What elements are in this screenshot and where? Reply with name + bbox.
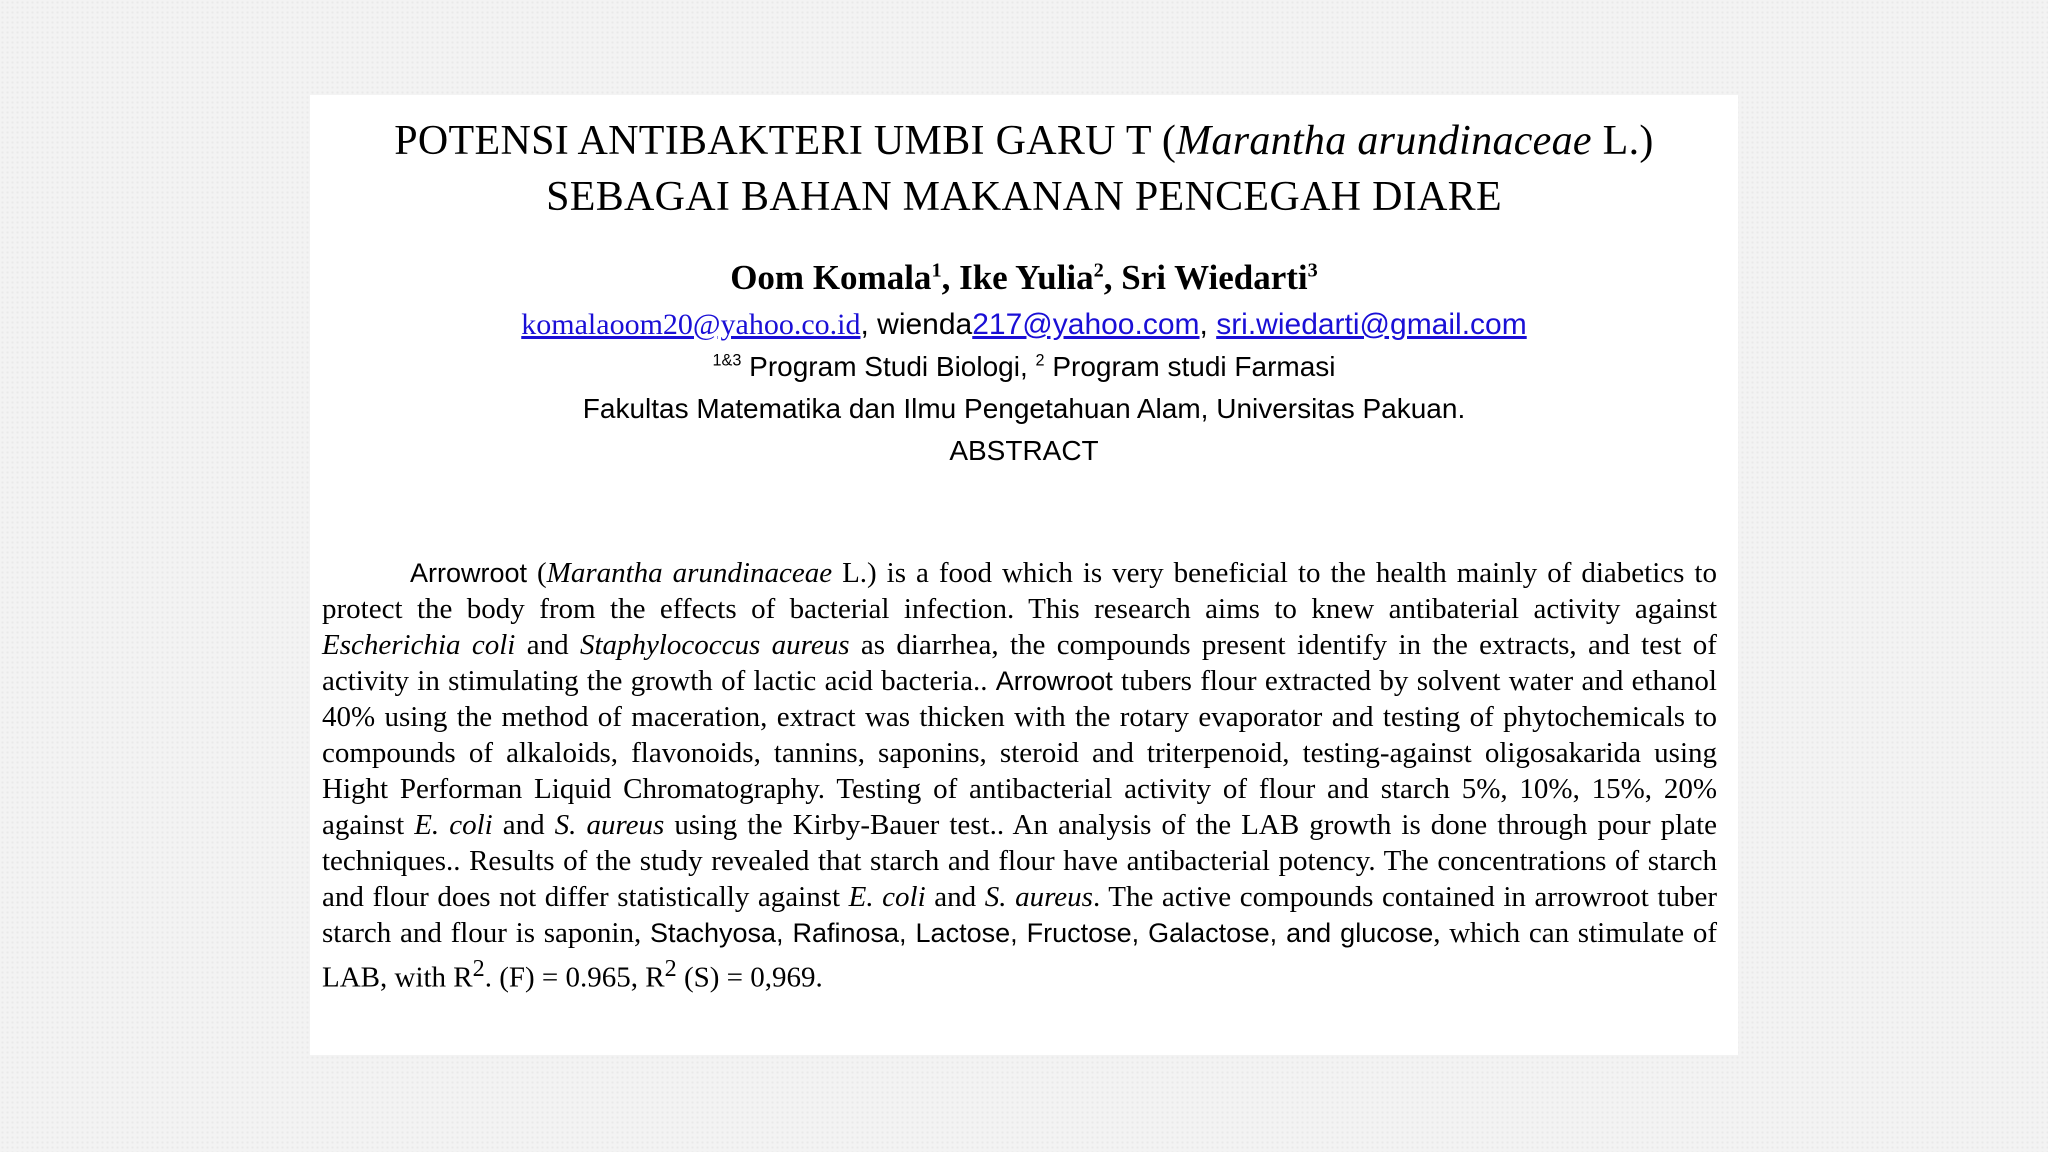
abstract-heading: ABSTRACT [949, 435, 1099, 466]
abstract-paragraph [322, 555, 1717, 996]
author-separator: , [1103, 258, 1122, 297]
abstract-text: . The active compounds contained in arrowroot tuber starch and flour is saponin, [322, 881, 1717, 949]
affiliation-faculty: Fakultas Matematika dan Ilmu Pengetahuan Alam, Universitas Pakuan. [582, 393, 1466, 424]
abstract-text: ( [527, 557, 547, 589]
species-name: S. aureus [554, 809, 665, 841]
affiliation-mark: 2 [1035, 351, 1045, 370]
abstract-text: Arrowroot [410, 558, 528, 588]
abstract-text: as diarrhea, the compounds present identify in the extracts, and test of activity in stimulating the growth of lactic acid bacteria.. [322, 629, 1717, 697]
author-affiliation-mark: 2 [1093, 259, 1104, 282]
abstract-text: , which can stimulate of LAB, with R [322, 917, 1717, 994]
email-separator: , [1199, 308, 1217, 341]
abstract-text: using the Kirby-Bauer test.. An analysis of the LAB growth is done through pour plate techniques.. Results of the study revealed that starch and flour have antibacterial potency. The concentrations of starch and flour does not differ statistically against [322, 809, 1718, 913]
abstract-text: Arrowroot [995, 666, 1113, 696]
author-affiliation-mark: 1 [931, 259, 942, 282]
paper-title-line-2: SEBAGAI BAHAN MAKANAN PENCEGAH DIARE [546, 174, 1502, 220]
paper-page [310, 95, 1738, 1055]
species-name: S. aureus [984, 881, 1093, 913]
author-name: Ike Yulia [959, 258, 1094, 297]
email-link-3[interactable]: sri.wiedarti@gmail.com [1216, 308, 1527, 341]
abstract-text: and [925, 881, 985, 913]
abstract-text: and [515, 629, 580, 661]
abstract-body [322, 555, 1717, 996]
species-name: E. coli [848, 881, 926, 913]
superscript: 2 [664, 955, 677, 982]
affiliation-mark: 1&3 [712, 351, 742, 370]
species-name: Escherichia coli [322, 629, 516, 661]
paper-title-line-1 [310, 113, 1738, 169]
title-species-name: Marantha arundinaceae [1176, 118, 1592, 164]
sugar-list: Stachyosa, Rafinosa, Lactose, Fructose, Galactose, and glucose [649, 918, 1434, 948]
email-2-prefix: wienda [877, 308, 973, 341]
species-name: Marantha arundinaceae [546, 557, 833, 589]
author-affiliation-mark: 3 [1307, 259, 1318, 282]
program-pharmacy: Program studi Farmasi [1044, 351, 1336, 382]
email-separator: , [860, 308, 878, 341]
affiliation-programs [310, 347, 1738, 387]
abstract-text: . (F) = 0.965, R [484, 961, 665, 994]
author-name: Sri Wiedarti [1121, 258, 1308, 297]
author-name: Oom Komala [730, 258, 932, 297]
title-text-end: L.) [1591, 118, 1654, 164]
abstract-text: L.) is a food which is very beneficial to the health mainly of diabetics to protect the body from the effects of bacterial infection. This research aims to knew antibaterial activity against [322, 557, 1717, 625]
author-separator: , [941, 258, 960, 297]
email-link-2[interactable]: 217@yahoo.com [972, 308, 1200, 341]
title-text-start: POTENSI ANTIBAKTERI UMBI GARU T ( [394, 118, 1177, 164]
author-list [310, 253, 1738, 303]
superscript: 2 [472, 955, 485, 982]
species-name: Staphylococcus aureus [579, 629, 850, 661]
abstract-text: and [492, 809, 555, 841]
species-name: E. coli [414, 809, 493, 841]
email-link-1[interactable]: komalaoom20@yahoo.co.id [521, 308, 861, 341]
abstract-text: (S) = 0,969. [676, 961, 823, 994]
program-biology: Program Studi Biologi, [741, 351, 1036, 382]
abstract-text: tubers flour extracted by solvent water and ethanol 40% using the method of maceration, extract was thicken with the rotary evaporator and testing of phytochemicals to compounds of alkaloids, flavonoids, tannins, saponins, steroid and triterpenoid, testing-against oligosakarida using Hight Performan Liquid Chromatography. Testing of antibacterial activity of flour and starch 5%, 10%, 15%, 20% against [322, 665, 1717, 841]
author-emails [310, 305, 1738, 345]
